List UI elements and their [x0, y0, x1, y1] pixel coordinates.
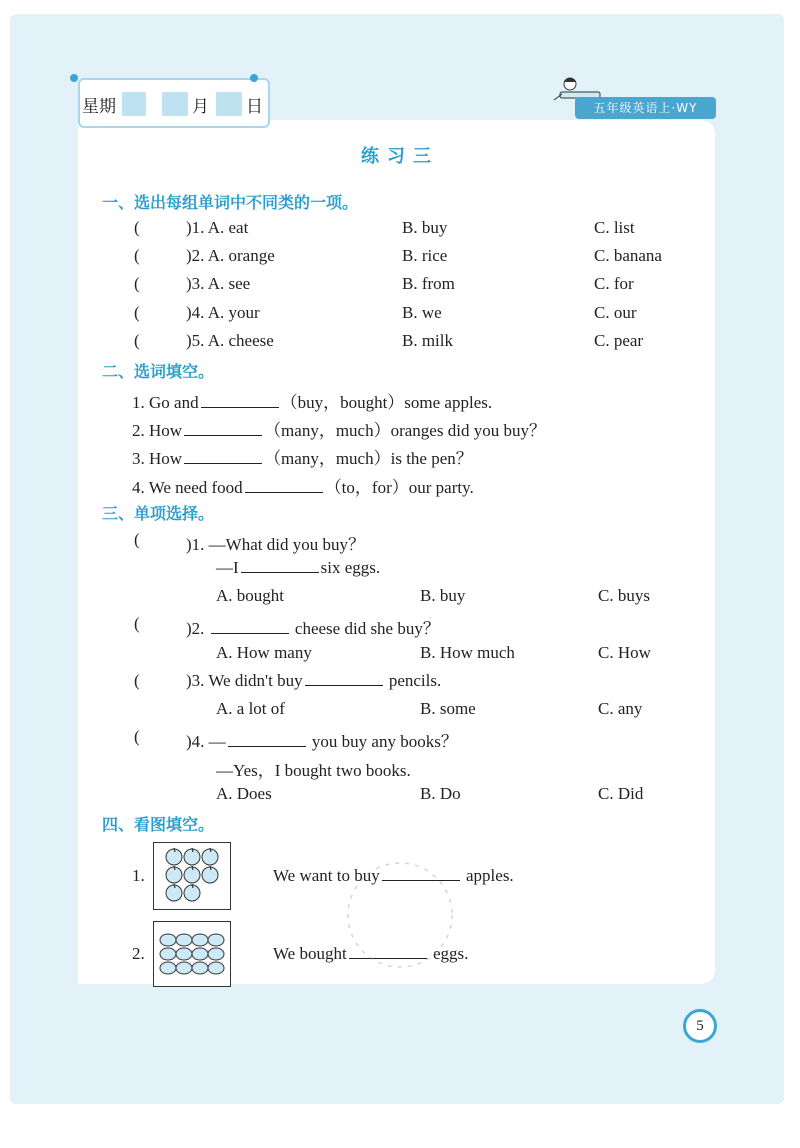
option-b: B. buy	[420, 586, 466, 605]
option-a: A. How many	[216, 643, 312, 662]
answer-blank[interactable]	[241, 558, 319, 573]
answer-paren[interactable]: (	[134, 671, 140, 690]
page-title: 练习三	[361, 146, 439, 167]
month-field[interactable]	[162, 92, 188, 116]
question-text: )1. A. eat	[186, 218, 249, 237]
weekday-label: 星期	[82, 97, 116, 117]
question-text: )1. —What did you buy？	[186, 535, 365, 554]
option-b: B. milk	[402, 331, 454, 350]
answer-paren[interactable]: (	[134, 246, 140, 265]
question-text: )5. A. cheese	[186, 331, 274, 350]
option-b: B. Do	[420, 784, 461, 803]
option-c: C. buys	[598, 586, 650, 605]
pin-icon	[70, 74, 78, 82]
eggs-picture	[153, 921, 231, 987]
month-label: 月	[192, 97, 209, 117]
option-b: B. we	[402, 303, 442, 322]
fill-item-post: （many，much）oranges did you buy？	[264, 421, 546, 440]
answer-paren[interactable]: (	[134, 303, 140, 322]
answer-blank[interactable]	[211, 619, 289, 634]
watermark-stamp	[330, 855, 470, 975]
option-c: C. list	[594, 218, 635, 237]
answer-blank[interactable]	[228, 732, 306, 747]
option-b: B. some	[420, 699, 476, 718]
pin-icon	[250, 74, 258, 82]
question-line-2: —Yes，I bought two books.	[216, 761, 411, 780]
answer-paren[interactable]: (	[134, 727, 140, 746]
question-pre: —I	[216, 558, 239, 577]
day-label: 日	[246, 97, 263, 117]
option-b: B. buy	[402, 218, 448, 237]
fill-item-pre: 1. Go and	[132, 393, 199, 412]
option-b: B. from	[402, 274, 455, 293]
question-text: )2. A. orange	[186, 246, 275, 265]
section-4-heading: 四、看图填空。	[102, 815, 215, 834]
fill-item-pre: 3. How	[132, 449, 183, 468]
fill-item-pre: We bought	[273, 944, 347, 963]
fill-item	[132, 444, 473, 469]
question-text: )3. A. see	[186, 274, 251, 293]
option-c: C. for	[594, 274, 634, 293]
question-post: cheese did she buy？	[294, 619, 440, 638]
weekday-field[interactable]	[122, 92, 146, 116]
answer-blank[interactable]	[305, 671, 383, 686]
option-c: C. any	[598, 699, 643, 718]
fill-item-pre: We want to buy	[273, 866, 380, 885]
answer-paren[interactable]: (	[134, 614, 140, 633]
question-pre: )2.	[186, 619, 205, 638]
option-c: C. pear	[594, 331, 644, 350]
question-line	[186, 671, 441, 691]
question-post: six eggs.	[320, 558, 381, 577]
item-number: 1.	[132, 866, 145, 885]
page-number: 5	[683, 1009, 717, 1043]
answer-blank[interactable]	[245, 478, 323, 493]
answer-blank[interactable]	[184, 421, 262, 436]
day-field[interactable]	[216, 92, 242, 116]
question-line	[186, 614, 440, 639]
question-post: pencils.	[388, 671, 442, 690]
option-c: C. Did	[598, 784, 644, 803]
question-pre: )3. We didn't buy	[186, 671, 303, 690]
option-c: C. How	[598, 643, 651, 662]
section-1-heading: 一、选出每组单词中不同类的一项。	[102, 193, 359, 212]
question-post: you buy any books？	[311, 732, 458, 751]
answer-paren[interactable]: (	[134, 530, 140, 549]
answer-paren[interactable]: (	[134, 274, 140, 293]
fill-item-post: apples.	[466, 866, 514, 885]
item-number: 2.	[132, 944, 145, 963]
option-a: A. a lot of	[216, 699, 285, 718]
fill-item-post: （many，much）is the pen？	[264, 449, 473, 468]
option-a: A. bought	[216, 586, 284, 605]
date-box	[78, 78, 270, 128]
option-b: B. How much	[420, 643, 515, 662]
fill-item-post: （to，for）our party.	[324, 478, 474, 497]
question-pre: )4. —	[186, 732, 226, 751]
fill-item	[132, 416, 546, 441]
option-c: C. banana	[594, 246, 662, 265]
fill-item-pre: 2. How	[132, 421, 183, 440]
question-line	[186, 727, 458, 752]
answer-blank[interactable]	[201, 393, 279, 408]
fill-item	[132, 388, 492, 413]
answer-paren[interactable]: (	[134, 218, 140, 237]
question-line	[216, 558, 380, 578]
answer-blank[interactable]	[184, 449, 262, 464]
section-2-heading: 二、选词填空。	[102, 362, 215, 381]
option-b: B. rice	[402, 246, 448, 265]
answer-paren[interactable]: (	[134, 331, 140, 350]
fill-item-post: （buy，bought）some apples.	[280, 393, 493, 412]
apples-picture	[153, 842, 231, 910]
grade-badge: 五年级英语上·WY	[575, 97, 716, 119]
section-3-heading: 三、单项选择。	[102, 504, 215, 523]
question-text: )4. A. your	[186, 303, 260, 322]
fill-item-pre: 4. We need food	[132, 478, 243, 497]
option-a: A. Does	[216, 784, 272, 803]
option-c: C. our	[594, 303, 637, 322]
fill-item	[132, 473, 474, 498]
fill-item-post: eggs.	[432, 944, 469, 963]
